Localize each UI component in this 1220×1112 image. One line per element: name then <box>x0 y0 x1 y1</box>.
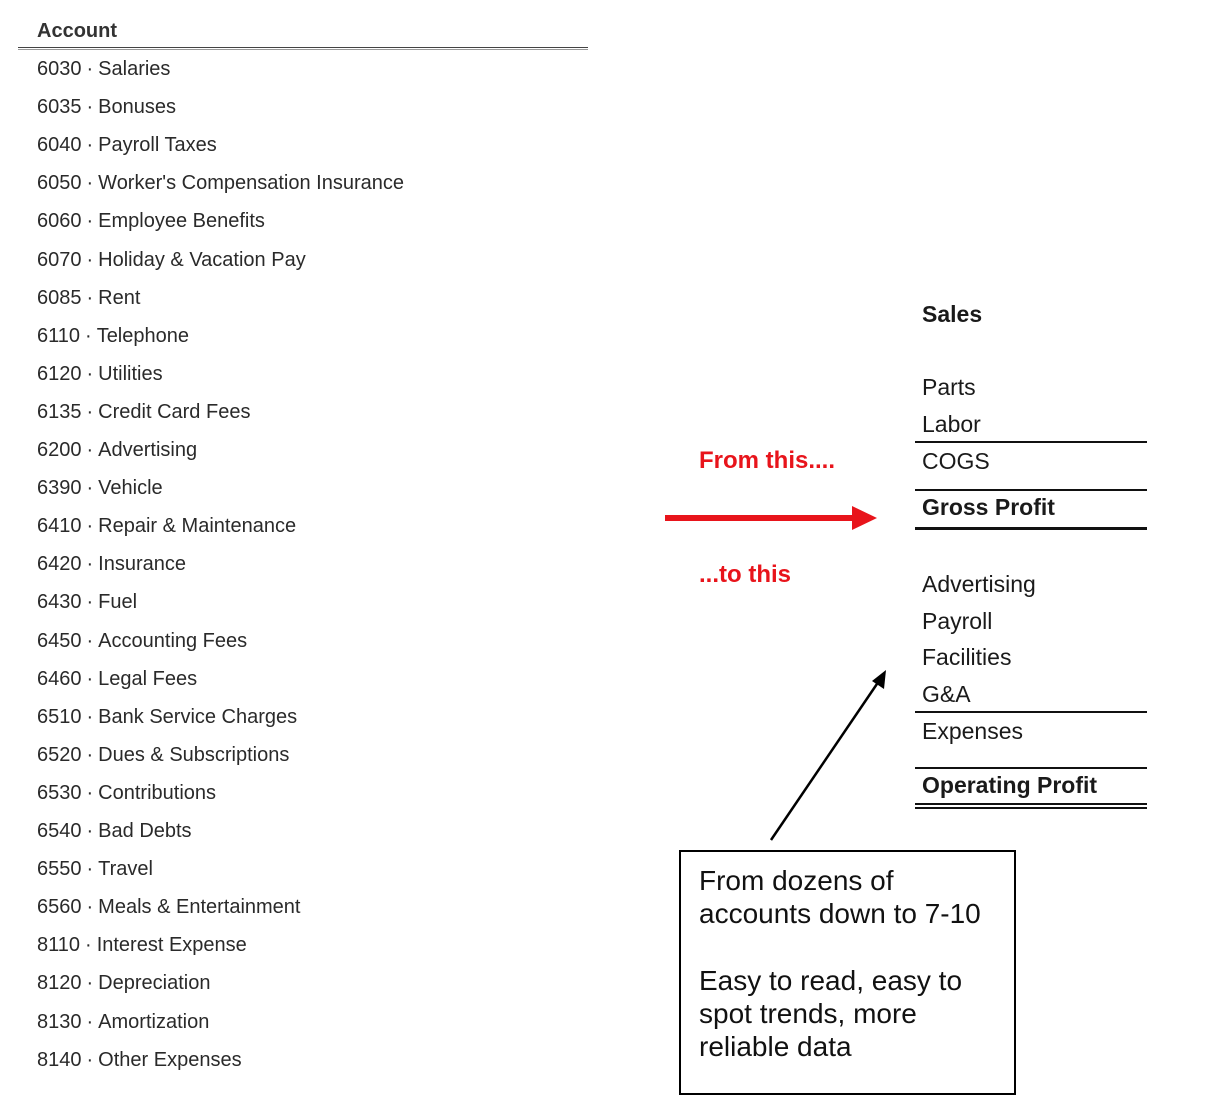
account-separator: · <box>86 400 94 423</box>
account-code: 6120 <box>37 362 82 385</box>
account-separator: · <box>86 667 94 690</box>
account-code: 6085 <box>37 286 82 309</box>
account-name: Advertising <box>98 439 198 461</box>
account-name: Bonuses <box>98 96 177 119</box>
account-name: Depreciation <box>98 972 211 995</box>
account-code: 6460 <box>37 667 82 690</box>
account-name: Telephone <box>96 324 189 347</box>
account-name: Rent <box>98 286 141 309</box>
account-separator: · <box>86 858 94 881</box>
red-arrow-icon <box>665 506 877 530</box>
account-separator: · <box>85 324 92 347</box>
account-name: Legal Fees <box>98 667 198 690</box>
to-this-callout: ...to this <box>699 561 791 588</box>
cogs-rule <box>915 441 1147 443</box>
account-code: 8130 <box>37 1010 82 1033</box>
account-name: Employee Benefits <box>98 210 265 233</box>
account-code: 6530 <box>37 781 82 804</box>
note-line-2: Easy to read, easy to spot trends, more reliable data <box>699 965 963 1062</box>
from-this-callout: From this.... <box>699 447 836 474</box>
account-name: Contributions <box>98 781 217 804</box>
account-code: 6390 <box>37 477 82 500</box>
account-code: 6410 <box>37 515 82 538</box>
summary-facilities: Facilities <box>922 644 1012 670</box>
account-separator: · <box>86 781 94 804</box>
account-separator: · <box>86 972 94 995</box>
account-name: Amortization <box>98 1010 210 1033</box>
account-separator: · <box>86 705 94 728</box>
account-column-header: Account <box>37 20 117 42</box>
account-separator: · <box>86 362 94 385</box>
account-separator: · <box>85 934 92 957</box>
account-name: Repair & Maintenance <box>98 515 297 538</box>
summary-labor: Labor <box>922 411 981 437</box>
account-code: 8140 <box>37 1048 82 1071</box>
account-code: 6450 <box>37 629 82 652</box>
note-box <box>679 850 1016 1095</box>
account-separator: · <box>86 286 94 309</box>
account-code: 6060 <box>37 210 82 233</box>
account-name: Interest Expense <box>96 934 247 957</box>
account-separator: · <box>86 96 94 119</box>
account-separator: · <box>86 820 94 842</box>
expenses-rule <box>915 711 1147 713</box>
account-separator: · <box>86 477 94 500</box>
account-code: 6035 <box>37 96 82 119</box>
account-separator: · <box>86 172 94 195</box>
account-name: Worker's Compensation Insurance <box>98 172 404 195</box>
summary-ga: G&A <box>922 681 971 707</box>
account-separator: · <box>86 134 94 157</box>
account-code: 6430 <box>37 591 82 614</box>
account-code: 6030 <box>37 58 82 80</box>
account-separator: · <box>86 439 94 461</box>
account-name: Holiday & Vacation Pay <box>98 248 306 271</box>
summary-expenses: Expenses <box>922 718 1024 744</box>
operating-profit-double-rule-1 <box>915 803 1147 805</box>
account-code: 6560 <box>37 896 82 919</box>
account-name: Vehicle <box>98 477 163 500</box>
account-name: Fuel <box>98 591 138 614</box>
account-name: Bad Debts <box>98 820 192 842</box>
summary-operating-profit: Operating Profit <box>922 772 1098 798</box>
summary-parts: Parts <box>922 374 976 400</box>
account-separator: · <box>86 1010 94 1033</box>
account-code: 6040 <box>37 134 82 157</box>
account-name: Salaries <box>98 58 171 80</box>
summary-sales: Sales <box>922 301 983 327</box>
account-name: Insurance <box>98 553 187 576</box>
account-code: 6420 <box>37 553 82 576</box>
account-code: 6550 <box>37 858 82 881</box>
account-separator: · <box>86 743 94 766</box>
note-line-1: From dozens of accounts down to 7-10 <box>699 865 981 929</box>
account-code: 6110 <box>37 324 81 347</box>
account-name: Other Expenses <box>98 1048 242 1071</box>
summary-gross-profit: Gross Profit <box>922 494 1055 520</box>
account-separator: · <box>86 553 94 576</box>
account-name: Utilities <box>98 362 163 385</box>
account-code: 6050 <box>37 172 82 195</box>
account-name: Dues & Subscriptions <box>98 743 290 766</box>
summary-advertising: Advertising <box>922 571 1036 597</box>
account-separator: · <box>86 896 94 919</box>
account-code: 6200 <box>37 439 82 461</box>
account-name: Credit Card Fees <box>98 400 251 423</box>
account-code: 6540 <box>37 820 82 842</box>
account-separator: · <box>86 1048 94 1071</box>
account-name: Bank Service Charges <box>98 705 298 728</box>
account-name: Travel <box>98 858 153 881</box>
account-code: 8110 <box>37 934 81 957</box>
account-separator: · <box>86 248 94 271</box>
account-code: 6520 <box>37 743 82 766</box>
account-separator: · <box>86 210 94 233</box>
account-code: 6070 <box>37 248 82 271</box>
account-separator: · <box>86 515 94 538</box>
summary-cogs: COGS <box>922 448 990 474</box>
summary-payroll: Payroll <box>922 608 993 634</box>
account-code: 6510 <box>37 705 82 728</box>
account-separator: · <box>86 629 94 652</box>
black-arrow-icon <box>771 670 886 840</box>
gross-profit-top-rule <box>915 489 1147 491</box>
account-name: Payroll Taxes <box>98 134 217 157</box>
account-name: Accounting Fees <box>98 629 248 652</box>
gross-profit-bottom-rule <box>915 527 1147 530</box>
account-code: 6135 <box>37 400 82 423</box>
operating-profit-double-rule-2 <box>915 807 1147 809</box>
account-name: Meals & Entertainment <box>98 896 301 919</box>
account-code: 8120 <box>37 972 82 995</box>
account-separator: · <box>86 58 94 80</box>
account-separator: · <box>86 591 94 614</box>
operating-profit-top-rule <box>915 767 1147 769</box>
